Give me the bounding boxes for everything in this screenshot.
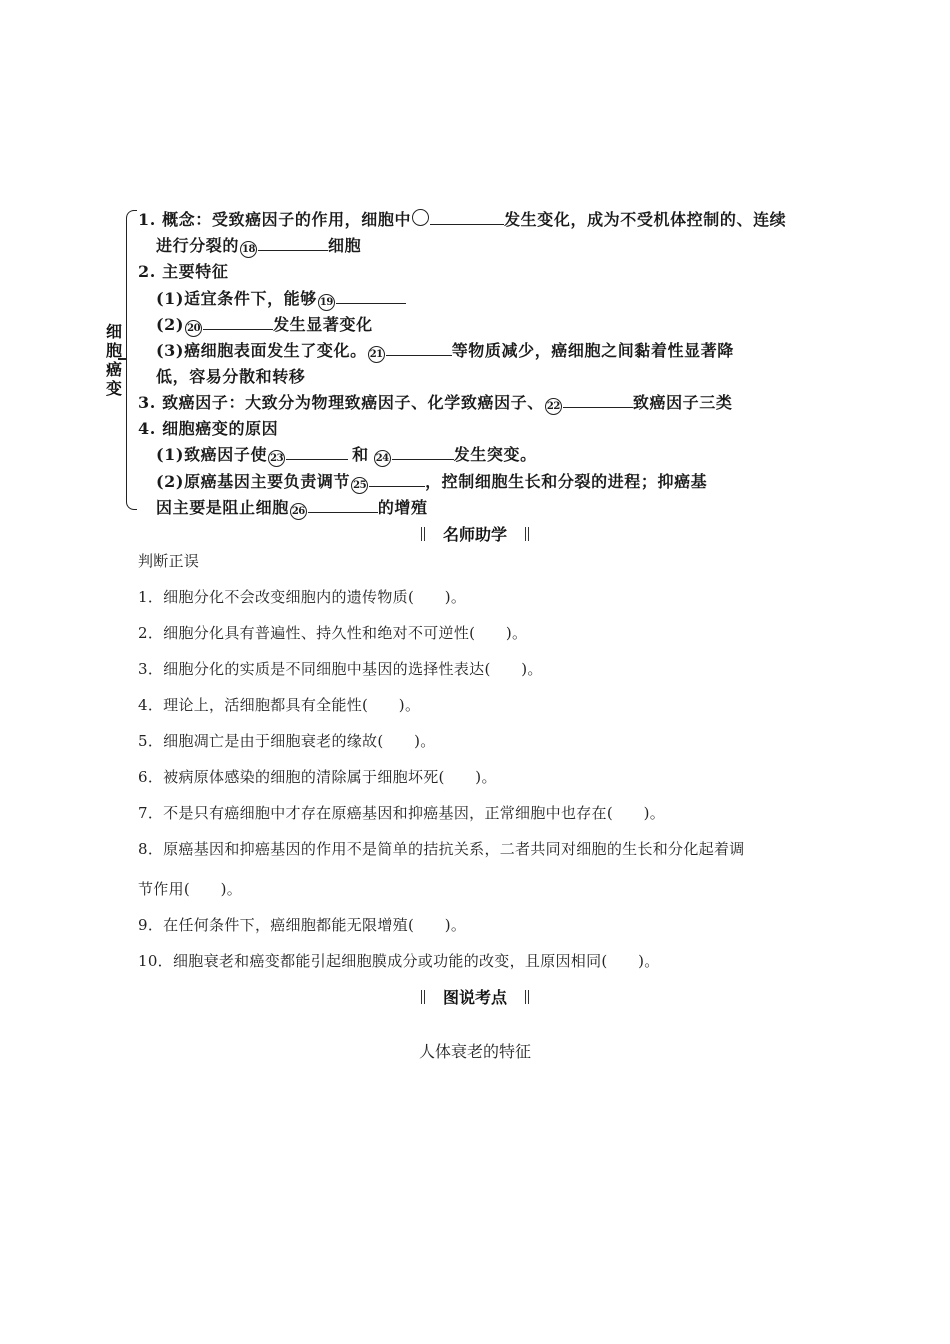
title-bar-right [525,990,529,1004]
outline-line-8-text-a: 3. 致癌因子：大致分为物理致癌因子、化学致癌因子、 [138,393,544,412]
outline-line-11 [156,469,707,494]
outline-line-2-text-a: 进行分裂的 [156,236,240,255]
outline-line-2-text-b: 细胞 [328,236,362,255]
title-bar-left [421,527,425,541]
fill-blank-17[interactable] [430,210,504,225]
judge-item-6: 6．被病原体感染的细胞的清除属于细胞坏死( )。 [138,768,497,786]
judge-item-7: 7．不是只有癌细胞中才存在原癌基因和抑癌基因，正常细胞中也存在( )。 [138,804,666,822]
outline-line-12-text-b: 的增殖 [377,498,428,517]
judge-item-4: 4．理论上，活细胞都具有全能性( )。 [138,696,421,714]
section-title-2 [0,985,950,1008]
blank-number-20: 20 [185,320,202,337]
blank-number-21: 21 [368,346,385,363]
blank-number-18: 18 [240,241,257,258]
outline-line-5 [156,312,373,337]
outline-line-8 [138,390,732,415]
blank-number-26: 26 [290,503,307,520]
fill-blank-25[interactable] [369,472,425,487]
section-title-2-text: 图说考点 [442,988,507,1007]
judge-item-2: 2．细胞分化具有普遍性、持久性和绝对不可逆性( )。 [138,624,528,642]
outline-line-10-text-mid: 和 [352,445,369,464]
outline-line-7-text: 低，容易分散和转移 [156,367,306,386]
outline-line-10-text-a: (1)致癌因子使 [156,445,268,464]
outline-line-1 [138,207,786,230]
judge-item-1: 1．细胞分化不会改变细胞内的遗传物质( )。 [138,588,467,606]
outline-line-6 [156,338,734,363]
fill-blank-22[interactable] [563,393,633,408]
outline-line-3-text: 2. 主要特征 [138,262,229,281]
judge-item-10: 10．细胞衰老和癌变都能引起细胞膜成分或功能的改变，且原因相同( )。 [138,952,660,970]
outline-line-1-text-b: 发生变化，成为不受机体控制的、连续 [504,210,787,229]
title-bar-right [525,527,529,541]
blank-number-19: 19 [318,294,335,311]
fill-blank-20[interactable] [203,315,273,330]
judge-item-5: 5．细胞凋亡是由于细胞衰老的缘故( )。 [138,732,436,750]
outline-line-11-text-b: ，控制细胞生长和分裂的进程；抑癌基 [425,472,708,491]
fill-blank-18[interactable] [258,236,328,251]
blank-number-25: 25 [351,477,368,494]
outline-line-9 [138,416,278,439]
outline-line-6-text-a: (3)癌细胞表面发生了变化。 [156,341,367,360]
fill-blank-21[interactable] [386,341,452,356]
outline-line-8-text-b: 致癌因子三类 [632,393,733,412]
outline-line-12-text-a: 因主要是阻止细胞 [156,498,289,517]
outline-line-3 [138,259,228,282]
judge-heading: 判断正误 [138,552,200,570]
outline-brace [126,210,137,510]
outline-line-4-text-a: (1)适宜条件下，能够 [156,289,317,308]
outline-line-10-text-b: 发生突变。 [453,445,537,464]
outline-line-2 [156,233,361,258]
outline-line-1-text-a: 1. 概念：受致癌因子的作用，细胞中 [138,210,412,229]
outline-line-6-text-b: 等物质减少，癌细胞之间黏着性显著降 [451,341,734,360]
blank-number-23: 23 [268,450,285,467]
outline-side-label [104,322,124,398]
outline-line-10 [156,442,537,467]
outline-line-7 [156,364,305,387]
side-label-text: 细胞癌变 [105,322,122,398]
title-bar-left [421,990,425,1004]
fill-blank-23[interactable] [286,445,348,460]
blank-number-17 [412,209,429,226]
figure-caption: 人体衰老的特征 [418,1042,531,1061]
judge-item-8-cont: 节作用( )。 [138,880,243,898]
fill-blank-19[interactable] [336,289,406,304]
outline-line-9-text: 4. 细胞癌变的原因 [138,419,279,438]
outline-line-11-text-a: (2)原癌基因主要负责调节 [156,472,351,491]
blank-number-24: 24 [374,450,391,467]
judge-item-9: 9．在任何条件下，癌细胞都能无限增殖( )。 [138,916,467,934]
outline-line-5-text-b: 发生显著变化 [273,315,373,334]
blank-number-22: 22 [545,398,562,415]
section-title-1-text: 名师助学 [442,525,507,544]
outline-line-12 [156,495,428,520]
fill-blank-24[interactable] [392,445,454,460]
outline-line-4 [156,286,406,311]
judge-item-8: 8．原癌基因和抑癌基因的作用不是简单的拮抗关系，二者共同对细胞的生长和分化起着调 [138,840,745,858]
judge-item-3: 3．细胞分化的实质是不同细胞中基因的选择性表达( )。 [138,660,543,678]
fill-blank-26[interactable] [308,498,378,513]
section-title-1 [0,522,950,545]
outline-line-5-text-a: (2) [156,315,185,334]
